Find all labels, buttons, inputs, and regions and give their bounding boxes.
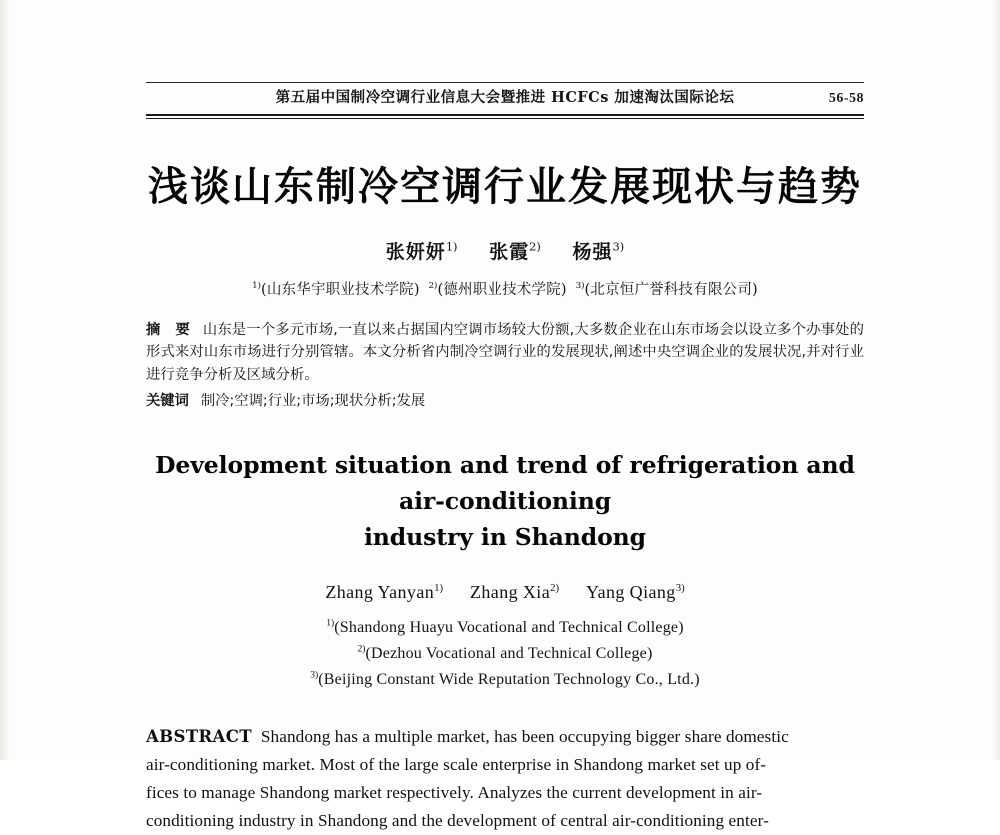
chinese-title: 浅谈山东制冷空调行业发展现状与趋势 — [148, 164, 862, 210]
running-header — [146, 86, 864, 107]
chinese-abstract-label: 摘 要 — [146, 321, 195, 338]
chinese-author — [489, 241, 541, 263]
chinese-author-list — [146, 237, 864, 264]
chinese-affiliation — [576, 282, 758, 298]
page-content — [146, 0, 864, 835]
english-affiliation — [146, 667, 864, 693]
english-title-line-2: industry in Shandong — [363, 523, 647, 552]
chinese-affiliation-marker: 3) — [575, 280, 585, 291]
chinese-author-name: 张妍妍 — [385, 240, 446, 263]
chinese-author-name: 张霞 — [489, 240, 530, 263]
chinese-affiliation-text: (山东华宇职业技术学院) — [260, 281, 420, 298]
english-author-marker: 1) — [434, 581, 444, 594]
chinese-affiliation-marker: 1) — [252, 280, 261, 291]
running-header-title: 第五届中国制冷空调行业信息大会暨推进 HCFCs 加速淘汰国际论坛 — [275, 89, 735, 106]
english-affiliation-text: (Dezhou Vocational and Technical College) — [365, 644, 653, 662]
english-author-name: Zhang Yanyan — [325, 581, 435, 602]
english-affiliation-text: (Shandong Huayu Vocational and Technical College) — [334, 618, 684, 636]
english-title — [146, 447, 864, 556]
english-author — [470, 582, 559, 602]
chinese-keywords-text: 制冷;空调;行业;市场;现状分析;发展 — [200, 393, 426, 410]
chinese-affiliation — [252, 282, 420, 298]
chinese-author-marker: 3) — [612, 239, 625, 254]
english-abstract-label: ABSTRACT — [146, 726, 252, 747]
chinese-author-name: 杨强 — [572, 240, 613, 263]
chinese-abstract-text: 山东是一个多元市场,一直以来占据国内空调市场较大份额,大多数企业在山东市场会以设立多个办事处的形式来对山东市场进行分别管辖。本文分析省内制冷空调行业的发展现状,阐述中央空调企业的发展状况,并对行业进行竞争分析及区域分析。 — [146, 321, 864, 383]
chinese-abstract — [146, 319, 864, 386]
english-abstract — [146, 723, 864, 835]
english-author-name: Yang Qiang — [586, 581, 676, 602]
english-affiliation-marker: 3) — [310, 669, 319, 681]
english-affiliation — [146, 641, 864, 667]
english-abstract-line: conditioning industry in Shandong and the development of central air-conditioning enter- — [146, 811, 769, 831]
english-affiliation-marker: 2) — [357, 643, 366, 655]
english-abstract-line: fices to manage Shandong market respectively. Analyzes the current development in air- — [146, 783, 763, 803]
english-abstract-line: Shandong has a multiple market, has been occupying bigger share domestic — [260, 727, 789, 747]
chinese-author — [572, 241, 624, 263]
chinese-affiliation-list — [146, 278, 864, 299]
english-title-line-1: Development situation and trend of refrigeration and air-conditioning — [155, 450, 855, 515]
chinese-author — [386, 241, 458, 263]
english-affiliation-marker: 1) — [326, 617, 335, 629]
chinese-affiliation-text: (德州职业技术学院) — [437, 281, 567, 298]
english-affiliation-list — [146, 615, 864, 693]
header-rule-double — [146, 114, 864, 119]
chinese-affiliation-marker: 2) — [428, 280, 438, 291]
english-author-list — [146, 582, 864, 603]
header-rule-thin — [146, 82, 864, 83]
english-abstract-line: air-conditioning market. Most of the large scale enterprise in Shandong market set up of- — [146, 755, 767, 775]
english-author — [325, 582, 443, 602]
chinese-affiliation — [429, 282, 567, 298]
chinese-author-marker: 2) — [529, 239, 541, 254]
english-author-marker: 2) — [550, 581, 560, 594]
english-author-marker: 3) — [675, 581, 685, 594]
english-author-name: Zhang Xia — [470, 581, 551, 602]
page-range: 56-58 — [828, 91, 864, 106]
english-author — [586, 582, 685, 602]
english-affiliation-text: (Beijing Constant Wide Reputation Technology Co., Ltd.) — [318, 670, 700, 688]
english-affiliation — [146, 615, 864, 641]
chinese-keywords-label: 关键词 — [146, 393, 189, 410]
chinese-affiliation-text: (北京恒广誉科技有限公司) — [584, 281, 758, 298]
chinese-keywords — [146, 390, 864, 412]
chinese-author-marker: 1) — [445, 239, 458, 254]
